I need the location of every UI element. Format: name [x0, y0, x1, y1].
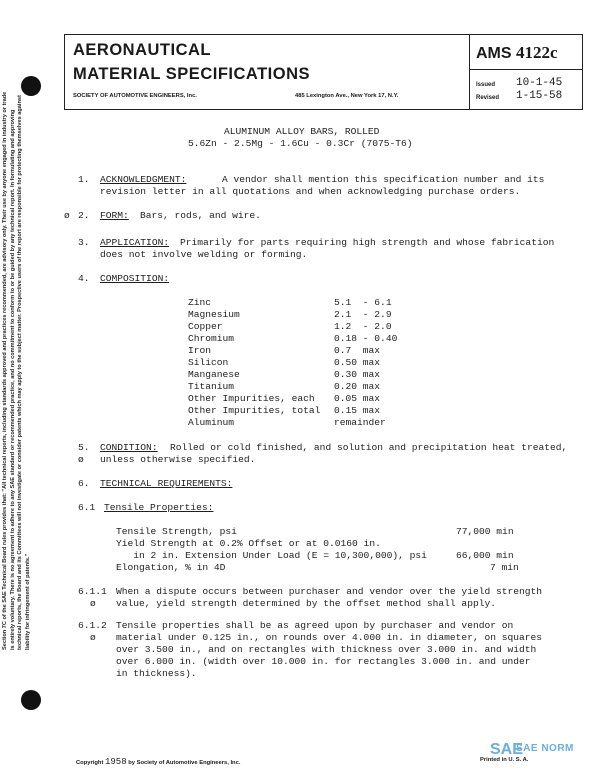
- comp-value: 5.1 - 6.1: [334, 297, 392, 308]
- s1-heading: ACKNOWLEDGMENT:: [100, 174, 187, 185]
- comp-element: Chromium: [188, 333, 235, 344]
- sae-logo-watermark: SAE: [490, 741, 523, 758]
- tensile-label: Elongation, % in 4D: [116, 562, 226, 573]
- comp-element: Other Impurities, each: [188, 393, 315, 404]
- s1-number: 1.: [78, 174, 90, 185]
- s5-text2: unless otherwise specified.: [100, 454, 256, 465]
- s611-change-mark: ø: [90, 598, 96, 609]
- s2-change-mark: ø: [64, 210, 70, 221]
- society-address: 485 Lexington Ave., New York 17, N.Y.: [295, 93, 399, 99]
- comp-element: Iron: [188, 345, 212, 356]
- title-line2: MATERIAL SPECIFICATIONS: [73, 65, 311, 83]
- comp-value: remainder: [334, 417, 386, 428]
- punch-hole-top: [21, 76, 41, 96]
- ams-box: [469, 34, 583, 110]
- s1-text1: A vendor shall mention this specification number and its: [222, 174, 545, 185]
- s1-text2: revision letter in all quotations and when acknowledging purchase orders.: [100, 186, 521, 197]
- issued-label: Issued: [476, 82, 496, 88]
- comp-element: Copper: [188, 321, 223, 332]
- comp-element: Magnesium: [188, 309, 240, 320]
- sae-norm-watermark: SAE NORM: [516, 743, 574, 754]
- side-disclaimer: Section 7C of the SAE Technical Board rules provides that: "All technical reports, including standards approved and practices recommended, are advisory only. Their use by anyone engaged in industry or trade is entirely voluntary. There is no agreement to adhere to any SAE standard or recommended practice, and no commitment to conform to or be guided by any technical report. In formulating and approving technical reports, the Board and its Committees will not investigate or consider patents which may apply to the subject matter. Prospective users of the report are responsible for protecting themselves against liability for infringement of patents.": [2, 91, 31, 650]
- s2-heading: FORM:: [100, 210, 129, 221]
- s6-number: 6.: [78, 478, 90, 489]
- comp-value: 0.18 - 0.40: [334, 333, 398, 344]
- tensile-value: 77,000 min: [456, 526, 514, 537]
- doc-title: ALUMINUM ALLOY BARS, ROLLED: [224, 126, 380, 137]
- s5-number: 5.: [78, 442, 90, 453]
- comp-value: 0.15 max: [334, 405, 381, 416]
- s3-text2: does not involve welding or forming.: [100, 249, 308, 260]
- doc-subtitle: 5.6Zn - 2.5Mg - 1.6Cu - 0.3Cr (7075-T6): [188, 138, 413, 149]
- s612-text2: material under 0.125 in., on rounds over 4.000 in. in diameter, on squares: [116, 632, 543, 643]
- s3-heading: APPLICATION:: [100, 237, 170, 248]
- s612-text3: over 3.500 in., and on rectangles with thickness over 3.000 in. and width: [116, 644, 537, 655]
- footer-printed: Printed in U. S. A.: [480, 757, 529, 763]
- tensile-value: 66,000 min: [456, 550, 514, 561]
- s61-heading: Tensile Properties:: [104, 502, 214, 513]
- tensile-label: Tensile Strength, psi: [116, 526, 237, 537]
- s2-number: 2.: [78, 210, 90, 221]
- s612-text1: Tensile properties shall be as agreed upon by purchaser and vendor on: [116, 620, 514, 631]
- comp-element: Titanium: [188, 381, 235, 392]
- issued-date: 10-1-45: [516, 77, 563, 89]
- s3-text1: Primarily for parts requiring high strength and whose fabrication: [180, 237, 555, 248]
- s4-number: 4.: [78, 273, 90, 284]
- s612-change-mark: ø: [90, 632, 96, 643]
- s3-number: 3.: [78, 237, 90, 248]
- s61-number: 6.1: [78, 502, 96, 513]
- comp-value: 0.05 max: [334, 393, 381, 404]
- tensile-label: Yield Strength at 0.2% Offset or at 0.0160 in.: [116, 538, 381, 549]
- revised-label: Revised: [476, 95, 500, 101]
- s612-text5: in thickness).: [116, 668, 197, 679]
- footer-copyright: Copyright 1958 by Society of Automotive Engineers, Inc.: [76, 757, 241, 767]
- comp-element: Manganese: [188, 369, 240, 380]
- s612-text4: over 6.000 in. (width over 10.000 in. for rectangles 3.000 in. and under: [116, 656, 531, 667]
- s6-heading: TECHNICAL REQUIREMENTS:: [100, 478, 233, 489]
- comp-value: 0.20 max: [334, 381, 381, 392]
- comp-element: Zinc: [188, 297, 212, 308]
- s5-text1: Rolled or cold finished, and solution and precipitation heat treated,: [170, 442, 568, 453]
- comp-value: 0.30 max: [334, 369, 381, 380]
- comp-element: Silicon: [188, 357, 229, 368]
- header-box: [64, 34, 470, 110]
- revised-date: 1-15-58: [516, 90, 563, 102]
- s4-heading: COMPOSITION:: [100, 273, 170, 284]
- s611-text2: value, yield strength determined by the offset method shall apply.: [116, 598, 496, 609]
- tensile-label: in 2 in. Extension Under Load (E = 10,300,000), psi: [116, 550, 427, 561]
- s611-text1: When a dispute occurs between purchaser and vendor over the yield strength: [116, 586, 543, 597]
- comp-element: Other Impurities, total: [188, 405, 321, 416]
- comp-value: 0.7 max: [334, 345, 381, 356]
- comp-value: 2.1 - 2.9: [334, 309, 392, 320]
- comp-value: 1.2 - 2.0: [334, 321, 392, 332]
- tensile-value: 7 min: [490, 562, 519, 573]
- s612-number: 6.1.2: [78, 620, 107, 631]
- title-line1: AERONAUTICAL: [73, 41, 211, 59]
- s5-change-mark: ø: [78, 454, 84, 465]
- s611-number: 6.1.1: [78, 586, 107, 597]
- comp-value: 0.50 max: [334, 357, 381, 368]
- society-name: SOCIETY OF AUTOMOTIVE ENGINEERS, Inc.: [73, 93, 197, 99]
- s2-text: Bars, rods, and wire.: [140, 210, 261, 221]
- comp-element: Aluminum: [188, 417, 235, 428]
- s5-heading: CONDITION:: [100, 442, 158, 453]
- ams-number: AMS 4122c: [476, 43, 558, 62]
- punch-hole-bottom: [21, 690, 41, 710]
